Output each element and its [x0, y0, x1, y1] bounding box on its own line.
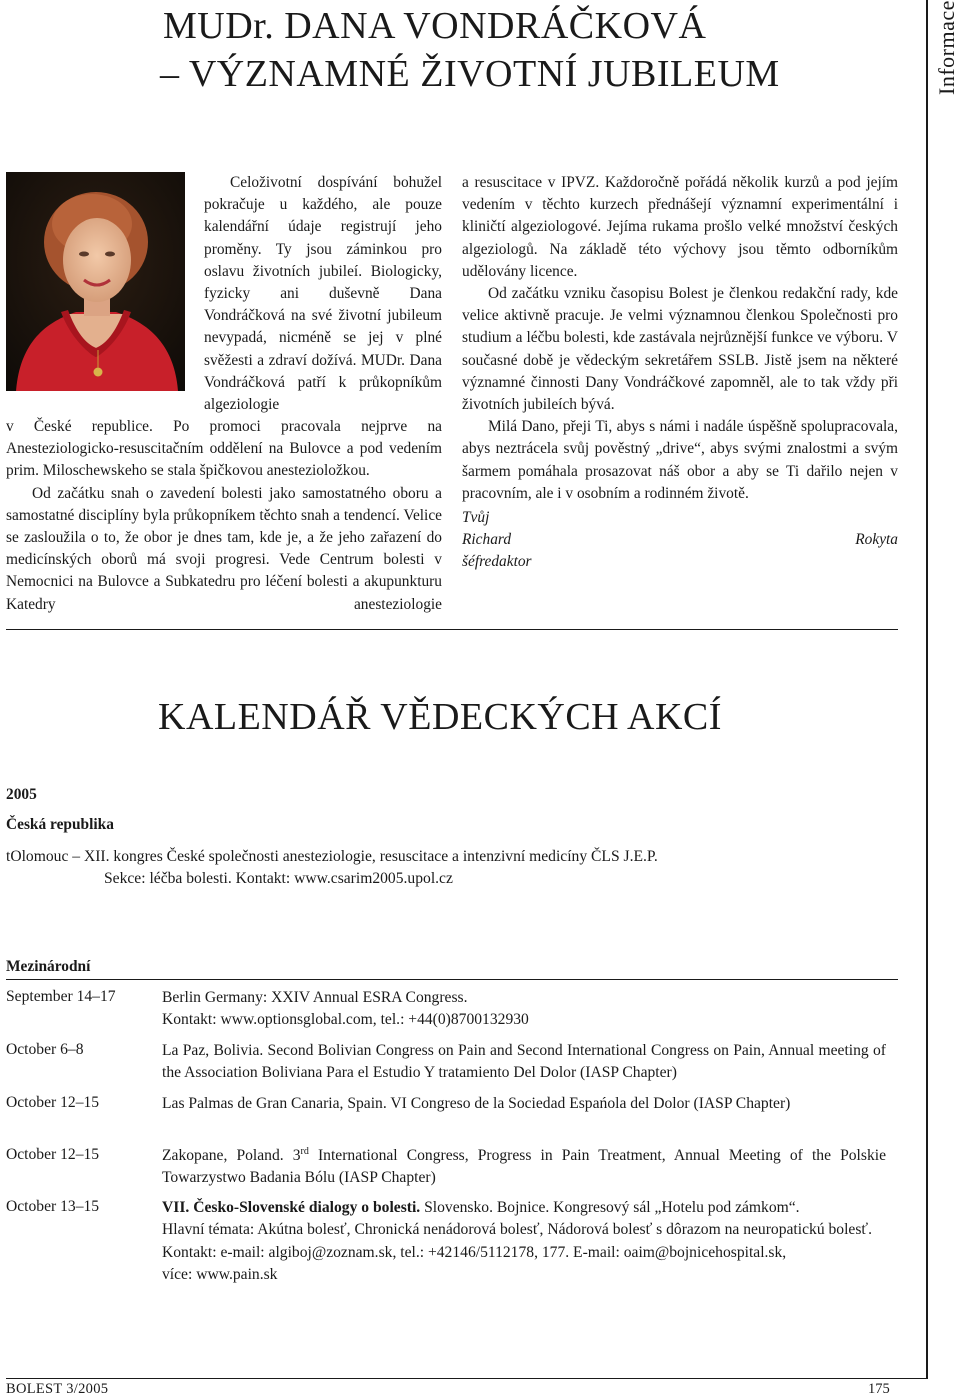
article-paragraph: Od začátku snah o zavedení bolesti jako samostatného oboru a samostatné disciplíny byla průkopníkem těchto snah a tendencí. Velice se zasloužila o to, že obor je dnes tam, kde je, a že jeho zařazení do medicínských oborů má svoji progresi. Vede Centrum bolesti v Nemocnici na Bulovce a Subkatedru pro léčení bolesti a akupunkturu Katedry anesteziologie [6, 484, 442, 613]
event-date: September 14–17 [6, 988, 116, 1005]
event-description [162, 1197, 886, 1287]
event-topics: Hlavní témata: Akútna bolesť, Chronická nenádorová bolesť, Nádorová bolesť s dôrazom na neuropatickú bolesť. [162, 1221, 872, 1239]
event-title: VII. Česko-Slovenské dialogy o bolesti. [162, 1199, 421, 1216]
event-description [162, 987, 886, 1032]
international-heading: Mezinárodní [6, 958, 91, 975]
event-web: více: www.pain.sk [162, 1266, 278, 1284]
calendar-title: KALENDÁŘ VĚDECKÝCH AKCÍ [158, 696, 722, 738]
international-divider [6, 979, 898, 980]
side-vertical-rule [926, 0, 928, 1378]
article-column2 [462, 172, 898, 573]
article-paragraph: Milá Dano, přeji Ti, abys s námi i nadále úspěšně spolupracovala, abys neztrácela svůj pověstný „drive“, abys svými znalostmi a svým šarmem pomáhala prosazovat náš obor a aby se Ti dařilo nejen v pracovním, ale i v osobním a rodinném životě. [462, 418, 898, 502]
article-paragraph: v České republice. Po promoci pracovala nejprve na Anesteziologicko-resuscitačním oddělení na Bulovce a pod vedením prim. Miloschewskeho se stala špičkovou anestezioložkou. [6, 418, 442, 480]
event-description [162, 1145, 886, 1190]
event-contact: Kontakt: www.optionsglobal.com, tel.: +44(0)8700132930 [162, 1011, 529, 1029]
event-description: Las Palmas de Gran Canaria, Spain. VI Congreso de la Sociedad Espańola del Dolor (IASP Chapter) [162, 1095, 791, 1112]
calendar-year: 2005 [6, 786, 37, 803]
czech-event-line1: tOlomouc – XII. kongres České společnosti anesteziologie, resuscitace a intenzivní medicíny ČLS J.E.P. [6, 848, 658, 865]
article-title-line2: – VÝZNAMNÉ ŽIVOTNÍ JUBILEUM [160, 53, 780, 95]
section-label: Informace [934, 0, 959, 95]
event-date: October 12–15 [6, 1094, 100, 1111]
signature-name: Richard Rokyta [462, 531, 898, 549]
article-paragraph: Od začátku vzniku časopisu Bolest je členkou redakční rady, kde velice aktivně pracuje. Je velmi významnou členkou Společnosti pro studium a léčbu bolesti, kde zastávala nejrůznější funkce ve výboru. V současné době je vědeckým sekretářem SSLB. Jistě jsem na některé významné činnosti Dany Vondráčkové zapomněl, ale to tak vždy při životních jubileích bývá. [462, 285, 898, 414]
czech-heading: Česká republika [6, 816, 114, 833]
portrait-photo [6, 172, 185, 391]
event-date: October 13–15 [6, 1198, 100, 1215]
event-text-post: International Congress, Progress in Pain Treatment, Annual Meeting of the Polskie Towarzystwo Badania Bólu (IASP Chapter) [162, 1147, 887, 1187]
czech-event-line2: Sekce: léčba bolesti. Kontakt: www.csarim2005.upol.cz [104, 870, 453, 887]
event-date: October 6–8 [6, 1041, 84, 1058]
article-paragraph: Celoživotní dospívání bohužel pokračuje u každého, ale pouze kalendářní údaje registrují jeho proměny. Ty jsou záminkou pro oslavu životních jubileí. Biologicky, fyzicky ani duševně Dana Vondráčková na své životní jubileum nevypadá, nicméně se jej v plné svěžesti a zdraví dožívá. MUDr. Dana Vondráčková patří k průkopníkům algeziologie [204, 174, 442, 414]
article-column1-bottom [6, 416, 442, 616]
journal-issue: BOLEST 3/2005 [6, 1381, 109, 1397]
event-contact: Kontakt: e-mail: algiboj@zoznam.sk, tel.: +42146/5112178, 177. E-mail: oaim@bojnicehospital.sk, [162, 1243, 787, 1261]
article-paragraph: a resuscitace v IPVZ. Každoročně pořádá několik kurzů a pod jejím vedením v těchto kurzech přednášejí významní experimentální i kliničtí algeziologové. Jejíma rukama prošlo velké množství českých algeziologů. Na základě této výchovy jsou těmto odborníkům udělovány licence. [462, 174, 898, 280]
event-line: Slovensko. Bojnice. Kongresový sál „Hotelu pod zámkom“. [420, 1199, 800, 1216]
page-number: 175 [868, 1381, 890, 1397]
event-date: October 12–15 [6, 1146, 100, 1163]
article-column1-top [204, 172, 442, 416]
event-text-sup: rd [300, 1146, 309, 1157]
event-description: La Paz, Bolivia. Second Bolivian Congress on Pain and Second International Congress on Pain, Annual meeting of the Association Boliviana Para el Estudio Y tratamiento Del Dolor (IASP Chapter) [162, 1042, 886, 1082]
signature-greeting: Tvůj [462, 509, 490, 527]
section-divider [6, 629, 898, 630]
event-text-pre: Zakopane, Poland. 3 [162, 1147, 301, 1164]
signature-role: šéfredaktor [462, 553, 532, 571]
article-title-line1: MUDr. DANA VONDRÁČKOVÁ [163, 5, 707, 47]
footer-rule [6, 1378, 928, 1379]
event-line: Berlin Germany: XXIV Annual ESRA Congress. [162, 989, 468, 1006]
